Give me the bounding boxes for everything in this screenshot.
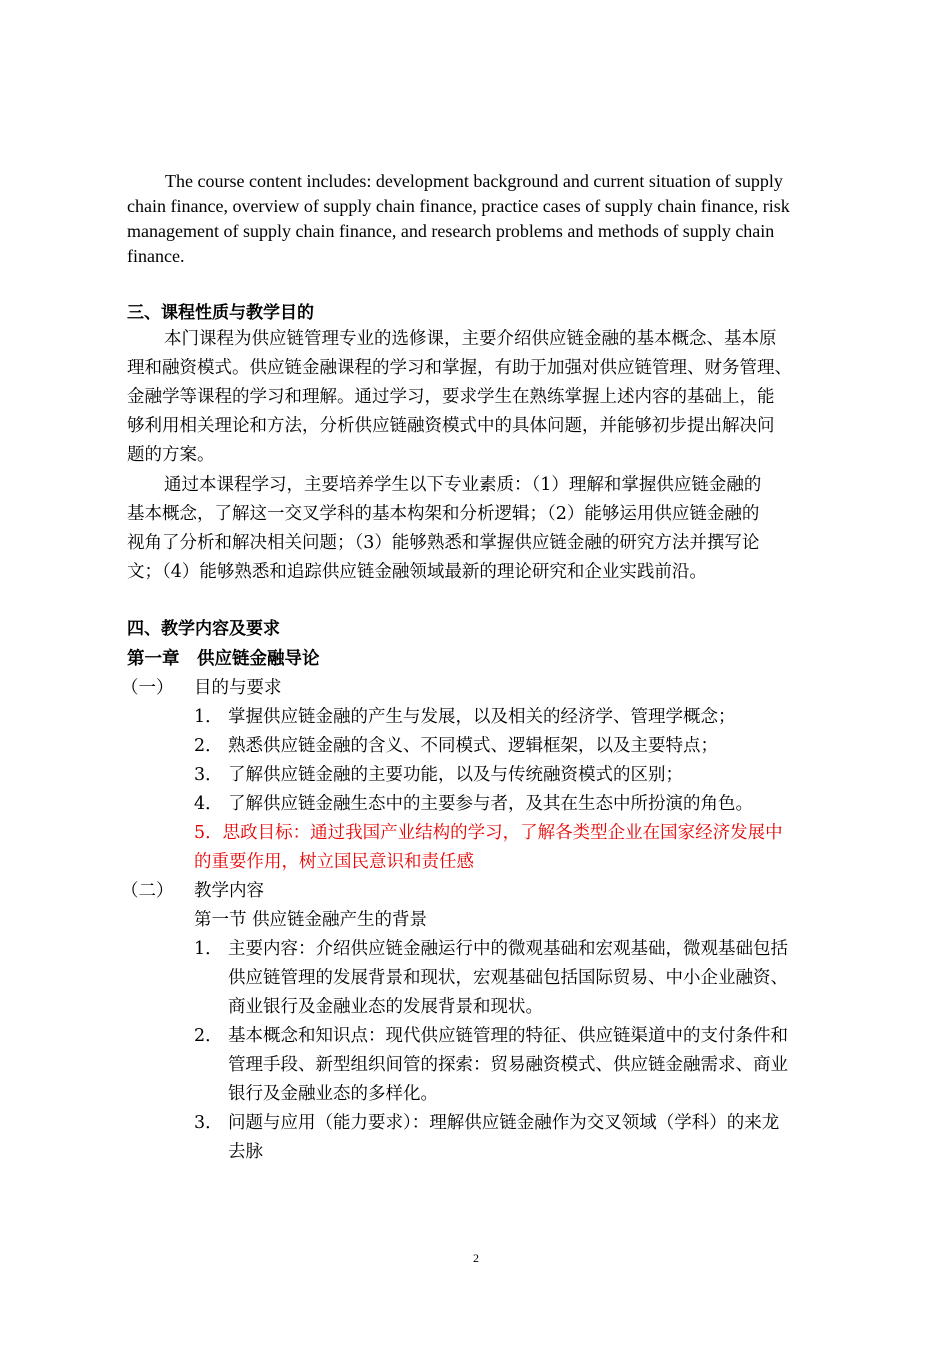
intro-paragraph-en bbox=[127, 169, 837, 269]
list-item-number: 2． bbox=[194, 736, 223, 756]
list-item-number: 1． bbox=[194, 707, 223, 727]
ideological-goal-line bbox=[194, 819, 839, 848]
list-item-text: 思政目标：通过我国产业结构的学习，了解各类型企业在国家经济发展中 bbox=[222, 823, 783, 843]
paragraph-line: 文；（4）能够熟悉和追踪供应链金融领域最新的理论研究和企业实践前沿。 bbox=[127, 562, 707, 582]
intro-line: finance. bbox=[127, 246, 185, 266]
paragraph-line: 视角了分析和解决相关问题；（3）能够熟悉和掌握供应链金融的研究方法并撰写论 bbox=[127, 533, 760, 553]
list-item bbox=[194, 732, 839, 761]
list-item-number: 4． bbox=[194, 794, 223, 814]
list-item-text: 去脉 bbox=[228, 1142, 263, 1162]
section-heading-4: 四、教学内容及要求 bbox=[127, 619, 280, 639]
list-item-text: 熟悉供应链金融的含义、不同模式、逻辑框架，以及主要特点； bbox=[228, 736, 718, 756]
paragraph-line: 通过本课程学习，主要培养学生以下专业素质：（1）理解和掌握供应链金融的 bbox=[164, 475, 762, 495]
part-marker-1: （一） bbox=[121, 678, 174, 698]
section3-paragraph-2 bbox=[127, 471, 837, 587]
chapter-title: 第一章 供应链金融导论 bbox=[127, 649, 320, 669]
section-title: 第一节 供应链金融产生的背景 bbox=[194, 910, 428, 930]
list-item-number: 1． bbox=[194, 939, 223, 959]
list-item-number: 5． bbox=[194, 823, 223, 843]
list-item bbox=[194, 935, 839, 1022]
list-item-text: 主要内容：介绍供应链金融运行中的微观基础和宏观基础，微观基础包括 bbox=[228, 939, 788, 959]
list-item-text: 掌握供应链金融的产生与发展，以及相关的经济学、管理学概念； bbox=[228, 707, 736, 727]
intro-line: management of supply chain finance, and research problems and methods of supply chain bbox=[127, 221, 775, 241]
paragraph-line: 题的方案。 bbox=[127, 445, 215, 465]
section-heading-3: 三、课程性质与教学目的 bbox=[127, 303, 314, 323]
list-item bbox=[194, 1109, 839, 1167]
list-item-text: 了解供应链金融生态中的主要参与者，及其在生态中所扮演的角色。 bbox=[228, 794, 753, 814]
list-item-text: 供应链管理的发展背景和现状，宏观基础包括国际贸易、中小企业融资、 bbox=[228, 968, 788, 988]
list-item-text: 商业银行及金融业态的发展背景和现状。 bbox=[228, 997, 543, 1017]
list-item-number: 2． bbox=[194, 1026, 223, 1046]
list-item-number: 3． bbox=[194, 765, 223, 785]
list-item bbox=[194, 1022, 839, 1109]
list-item-text: 银行及金融业态的多样化。 bbox=[228, 1084, 438, 1104]
paragraph-line: 金融学等课程的学习和理解。通过学习，要求学生在熟练掌握上述内容的基础上，能 bbox=[127, 387, 775, 407]
part-title-2: 教学内容 bbox=[194, 881, 264, 901]
paragraph-line: 本门课程为供应链管理专业的选修课，主要介绍供应链金融的基本概念、基本原 bbox=[164, 329, 777, 349]
part-title-1: 目的与要求 bbox=[194, 678, 282, 698]
part-marker-2: （二） bbox=[121, 881, 174, 901]
ideological-goal-item bbox=[194, 819, 839, 877]
list-item bbox=[194, 790, 839, 819]
paragraph-line: 够利用相关理论和方法，分析供应链融资模式中的具体问题，并能够初步提出解决问 bbox=[127, 416, 775, 436]
list-item bbox=[194, 703, 839, 732]
intro-line: The course content includes: development background and current situation of supply bbox=[165, 171, 783, 191]
list-item-text: 了解供应链金融的主要功能，以及与传统融资模式的区别； bbox=[228, 765, 683, 785]
intro-line: chain finance, overview of supply chain finance, practice cases of supply chain finance, risk bbox=[127, 196, 790, 216]
list-item-text: 管理手段、新型组织间管的探索：贸易融资模式、供应链金融需求、商业 bbox=[228, 1055, 788, 1075]
list-item bbox=[194, 761, 839, 790]
section3-paragraph-1 bbox=[127, 325, 837, 470]
paragraph-line: 基本概念，了解这一交叉学科的基本构架和分析逻辑；（2）能够运用供应链金融的 bbox=[127, 504, 760, 524]
paragraph-line: 理和融资模式。供应链金融课程的学习和掌握，有助于加强对供应链管理、财务管理、 bbox=[127, 358, 792, 378]
page-number: 2 bbox=[473, 1251, 479, 1265]
ideological-goal-line: 的重要作用，树立国民意识和责任感 bbox=[194, 852, 474, 872]
list-item-text: 基本概念和知识点：现代供应链管理的特征、供应链渠道中的支付条件和 bbox=[228, 1026, 788, 1046]
list-item-text: 问题与应用（能力要求）：理解供应链金融作为交叉领域（学科）的来龙 bbox=[228, 1113, 780, 1133]
list-item-number: 3． bbox=[194, 1113, 223, 1133]
